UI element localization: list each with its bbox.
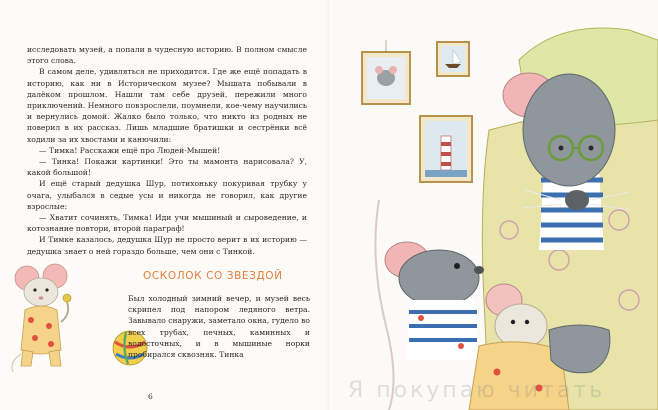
paragraph-6: — Хватит сочинять, Тимка! Иди учи мышиный и сыроведение, и котознание повтори, второй параграф!: [27, 213, 307, 234]
paragraph-2: В самом деле, удивляться не приходится. Где же ещё попадать в историю, как ни в Историческом музее? Мышата побывали в далёком прошлом. Нашли там себе друзей, пережили много приключений. Немного повзрослели, поумнели, кое-чему научились и вернулись домой. Жалко было только, что никто из родных не поверил в их рассказ. Лишь младшие братишки и сестрёнки всё ходили за их хвостами и канючили:: [27, 67, 307, 144]
watermark: Я покупаю читать: [348, 378, 606, 403]
mouse-with-toy-illustration: [5, 262, 85, 377]
chapter-text: [128, 293, 310, 360]
paragraph-5: И ещё старый дедушка Шур, потихоньку покуривая трубку у очага, улыбался в седые усы и никогда не говорил, как другие взрослые:: [27, 179, 307, 211]
wall-picture-mouse: [362, 40, 410, 104]
body-text: [27, 44, 307, 257]
page-number: 6: [148, 392, 153, 401]
chapter-paragraph-1: Был холодный зимний вечер, и музей весь скрипел под напором ледяного ветра. Завывало снаружи, заметало окна, гудело во всех трубах, печных, каминных и водосточных, и в мышиные норки пробирался сквозняк. Тинка: [128, 294, 310, 360]
wall-picture-ship: [437, 42, 469, 76]
chapter-title: ОСКОЛОК СО ЗВЕЗДОЙ: [143, 270, 283, 282]
right-page: [329, 0, 658, 410]
paragraph-7: И Тимке казалось, дедушка Шур не просто верит в их историю — дедушка знает о ней гораздо больше, чем они с Тинкой.: [27, 235, 307, 256]
paragraph-3: — Тимка! Расскажи ещё про Людей-Мышей!: [39, 145, 221, 155]
grandfather-mouse-illustration: [329, 0, 658, 410]
wall-picture-lighthouse: [420, 116, 472, 182]
paragraph-1: исследовать музей, а попали в чудесную историю. В полном смысле этого слова.: [27, 45, 307, 66]
paragraph-4: — Тинка! Покажи картинки! Это ты мамонта нарисовала? У, какой большой!: [27, 157, 307, 178]
